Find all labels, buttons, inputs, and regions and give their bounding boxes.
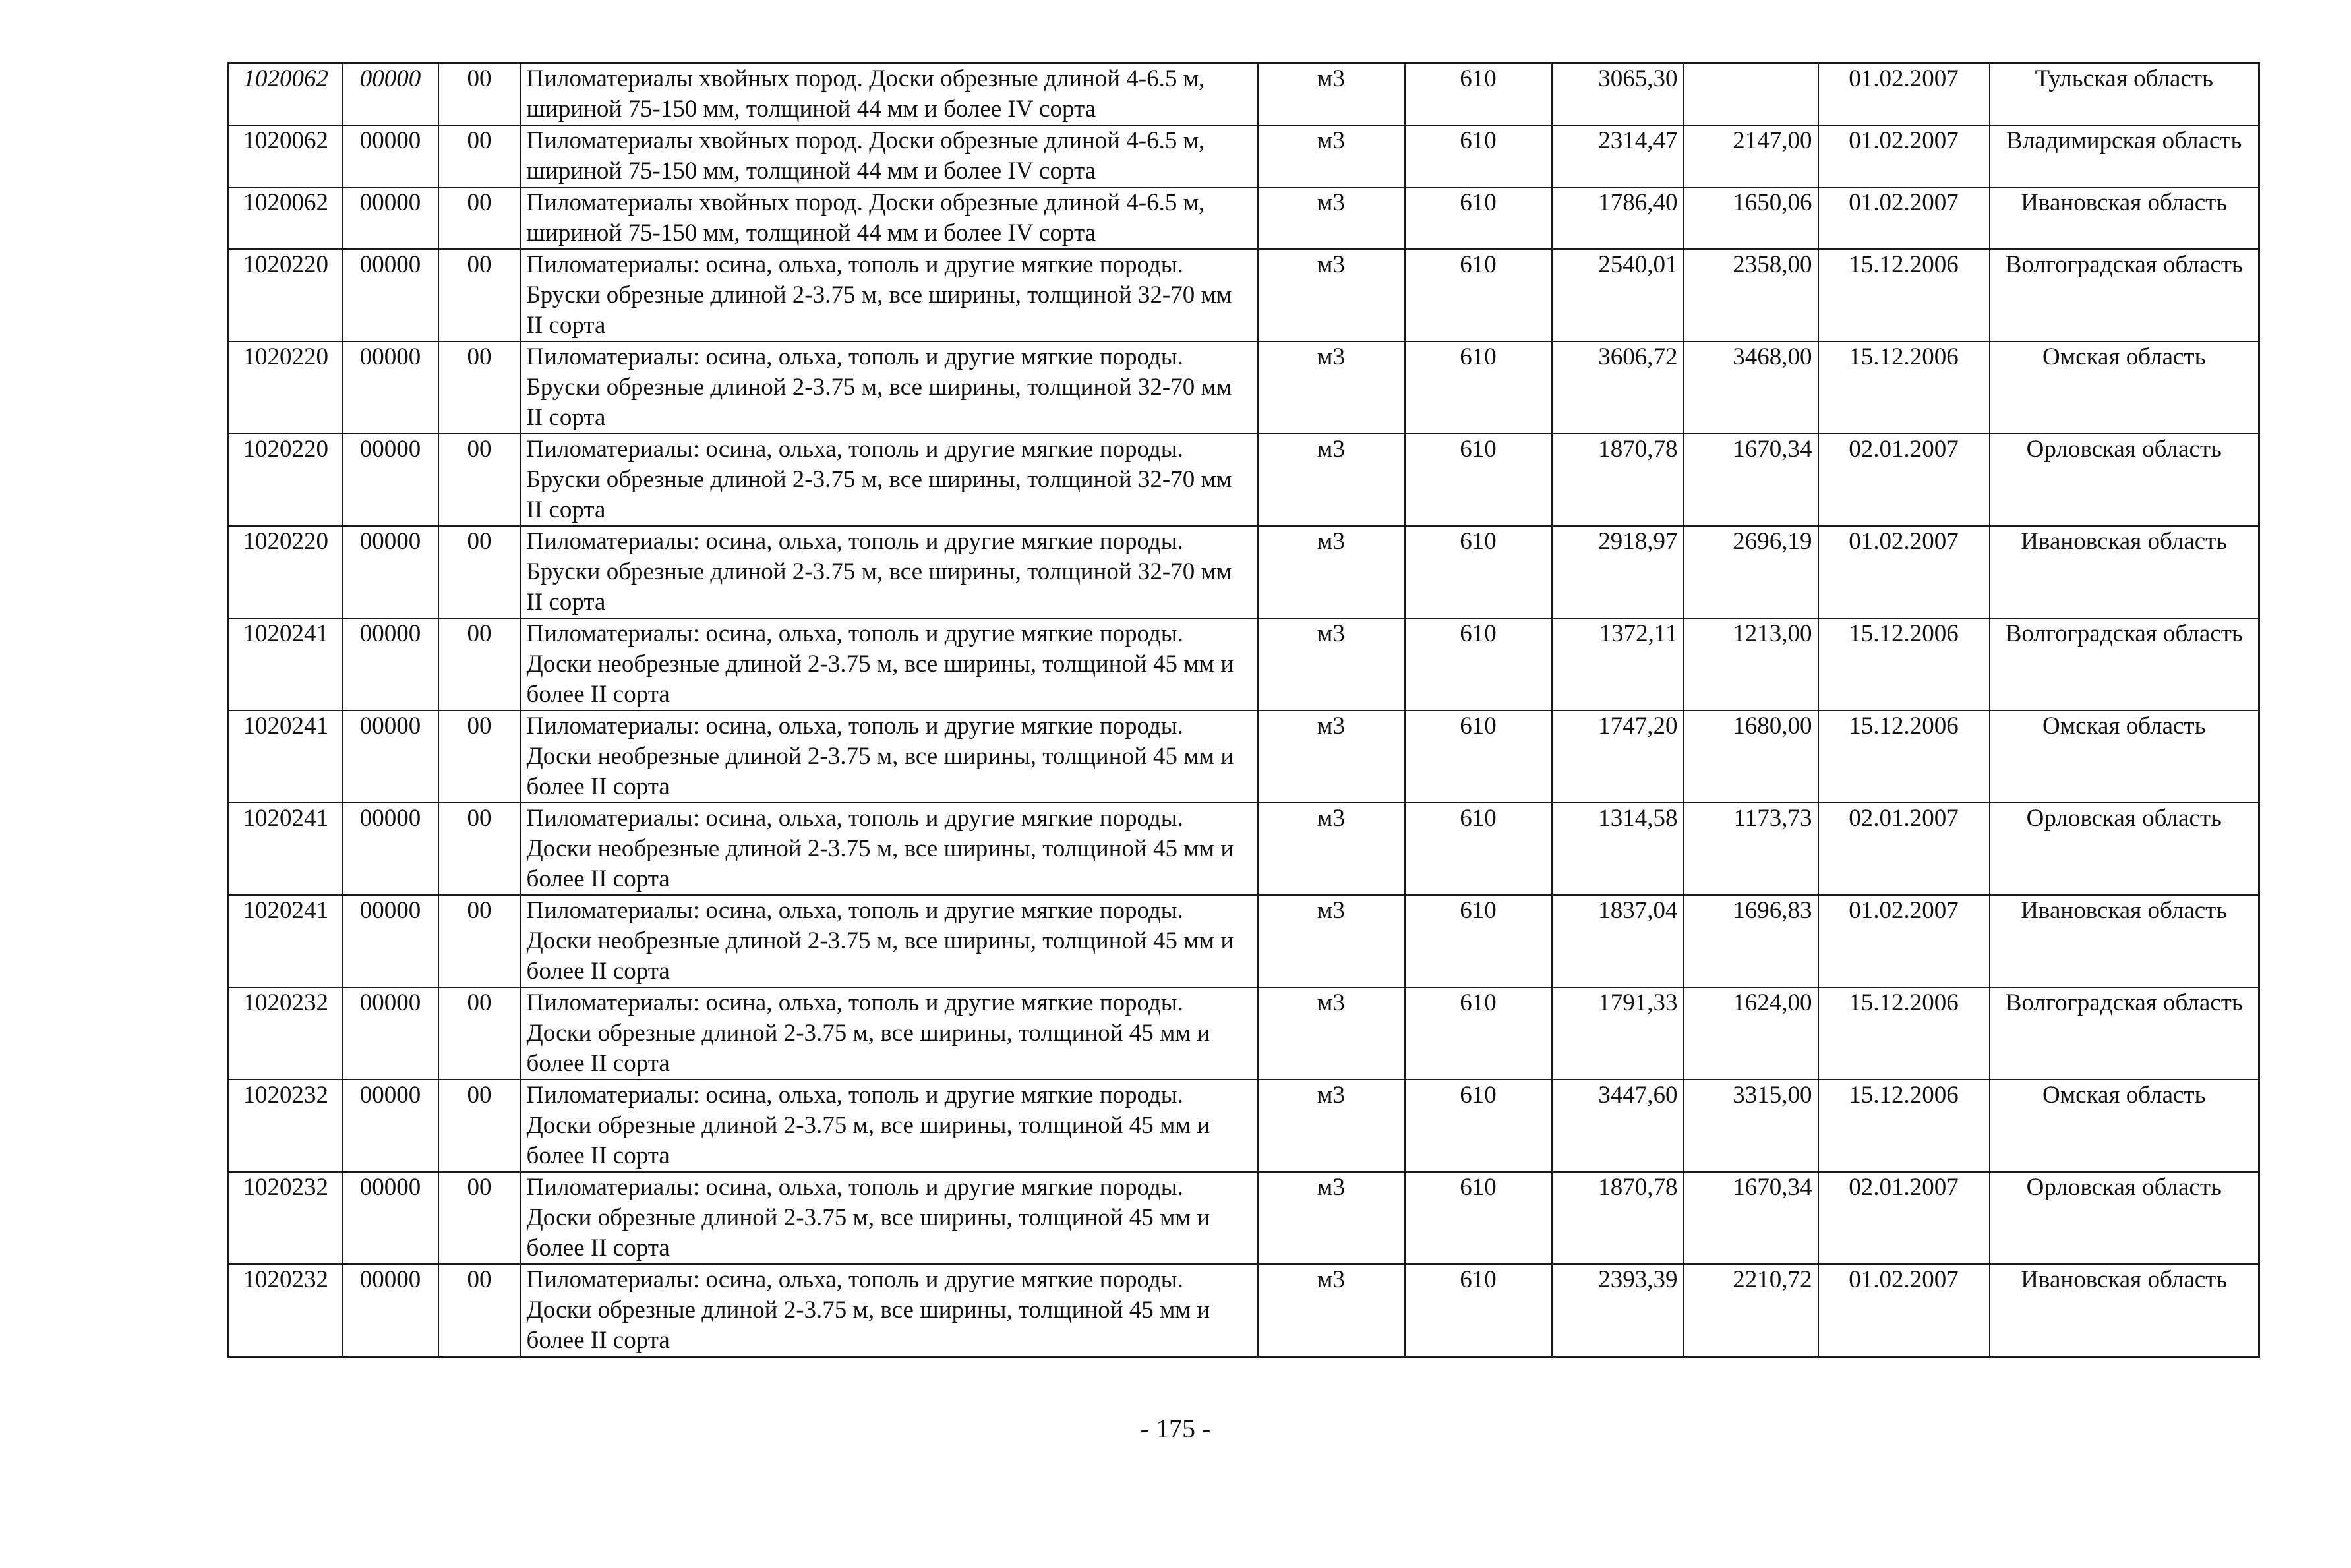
suffix-cell: 00 xyxy=(438,526,521,618)
suffix-cell: 00 xyxy=(438,987,521,1080)
suffix-cell: 00 xyxy=(438,125,521,187)
price-without-vat-cell: 1213,00 xyxy=(1684,618,1818,711)
okei-cell: 610 xyxy=(1405,434,1552,526)
price-without-vat-cell: 3468,00 xyxy=(1684,341,1818,434)
description-cell: Пиломатериалы хвойных пород. Доски обрезные длиной 4-6.5 м, шириной 75-150 мм, толщиной 44 мм и более IV сорта xyxy=(521,63,1258,126)
description-cell: Пиломатериалы хвойных пород. Доски обрезные длиной 4-6.5 м, шириной 75-150 мм, толщиной 44 мм и более IV сорта xyxy=(521,125,1258,187)
region-cell: Орловская область xyxy=(1990,1172,2259,1264)
suffix-cell: 00 xyxy=(438,711,521,803)
description-cell: Пиломатериалы: осина, ольха, тополь и другие мягкие породы. Бруски обрезные длиной 2-3.75 м, все ширины, толщиной 32-70 мм II сорта xyxy=(521,526,1258,618)
okei-cell: 610 xyxy=(1405,618,1552,711)
price-cell: 2918,97 xyxy=(1552,526,1684,618)
price-without-vat-cell: 1696,83 xyxy=(1684,895,1818,987)
description-cell: Пиломатериалы: осина, ольха, тополь и другие мягкие породы. Доски обрезные длиной 2-3.75 м, все ширины, толщиной 45 мм и более II сорта xyxy=(521,987,1258,1080)
okei-cell: 610 xyxy=(1405,125,1552,187)
table-row xyxy=(229,895,2259,987)
subcode-cell: 00000 xyxy=(343,526,438,618)
unit-cell: м3 xyxy=(1258,1264,1405,1357)
date-cell: 15.12.2006 xyxy=(1818,618,1990,711)
subcode-cell: 00000 xyxy=(343,125,438,187)
subcode-cell: 00000 xyxy=(343,1172,438,1264)
table-row xyxy=(229,434,2259,526)
table-row xyxy=(229,341,2259,434)
price-cell: 3447,60 xyxy=(1552,1080,1684,1172)
date-cell: 01.02.2007 xyxy=(1818,1264,1990,1357)
price-cell: 1372,11 xyxy=(1552,618,1684,711)
price-without-vat-cell xyxy=(1684,63,1818,126)
suffix-cell: 00 xyxy=(438,63,521,126)
okei-cell: 610 xyxy=(1405,1264,1552,1357)
table-row xyxy=(229,803,2259,895)
price-cell: 3606,72 xyxy=(1552,341,1684,434)
subcode-cell: 00000 xyxy=(343,249,438,341)
suffix-cell: 00 xyxy=(438,1264,521,1357)
price-without-vat-cell: 1680,00 xyxy=(1684,711,1818,803)
price-cell: 3065,30 xyxy=(1552,63,1684,126)
okei-cell: 610 xyxy=(1405,187,1552,249)
price-without-vat-cell: 2147,00 xyxy=(1684,125,1818,187)
region-cell: Орловская область xyxy=(1990,803,2259,895)
price-without-vat-cell: 3315,00 xyxy=(1684,1080,1818,1172)
price-without-vat-cell: 1624,00 xyxy=(1684,987,1818,1080)
unit-cell: м3 xyxy=(1258,341,1405,434)
suffix-cell: 00 xyxy=(438,249,521,341)
table-row xyxy=(229,1080,2259,1172)
date-cell: 02.01.2007 xyxy=(1818,803,1990,895)
table-row xyxy=(229,125,2259,187)
unit-cell: м3 xyxy=(1258,187,1405,249)
subcode-cell: 00000 xyxy=(343,1264,438,1357)
price-cell: 1786,40 xyxy=(1552,187,1684,249)
code-cell: 1020220 xyxy=(229,526,343,618)
okei-cell: 610 xyxy=(1405,711,1552,803)
price-table xyxy=(227,62,2260,1358)
table-row xyxy=(229,618,2259,711)
price-without-vat-cell: 2210,72 xyxy=(1684,1264,1818,1357)
unit-cell: м3 xyxy=(1258,1080,1405,1172)
suffix-cell: 00 xyxy=(438,1172,521,1264)
description-cell: Пиломатериалы: осина, ольха, тополь и другие мягкие породы. Бруски обрезные длиной 2-3.75 м, все ширины, толщиной 32-70 мм II сорта xyxy=(521,434,1258,526)
price-without-vat-cell: 1650,06 xyxy=(1684,187,1818,249)
code-cell: 1020220 xyxy=(229,434,343,526)
description-cell: Пиломатериалы: осина, ольха, тополь и другие мягкие породы. Доски необрезные длиной 2-3.75 м, все ширины, толщиной 45 мм и более II сорта xyxy=(521,803,1258,895)
code-cell: 1020241 xyxy=(229,618,343,711)
description-cell: Пиломатериалы: осина, ольха, тополь и другие мягкие породы. Доски необрезные длиной 2-3.75 м, все ширины, толщиной 45 мм и более II сорта xyxy=(521,895,1258,987)
description-cell: Пиломатериалы: осина, ольха, тополь и другие мягкие породы. Бруски обрезные длиной 2-3.75 м, все ширины, толщиной 32-70 мм II сорта xyxy=(521,341,1258,434)
price-cell: 1870,78 xyxy=(1552,1172,1684,1264)
price-without-vat-cell: 2696,19 xyxy=(1684,526,1818,618)
subcode-cell: 00000 xyxy=(343,1080,438,1172)
date-cell: 01.02.2007 xyxy=(1818,125,1990,187)
price-without-vat-cell: 2358,00 xyxy=(1684,249,1818,341)
region-cell: Волгоградская область xyxy=(1990,618,2259,711)
okei-cell: 610 xyxy=(1405,803,1552,895)
suffix-cell: 00 xyxy=(438,341,521,434)
description-cell: Пиломатериалы: осина, ольха, тополь и другие мягкие породы. Доски обрезные длиной 2-3.75 м, все ширины, толщиной 45 мм и более II сорта xyxy=(521,1172,1258,1264)
date-cell: 01.02.2007 xyxy=(1818,187,1990,249)
region-cell: Волгоградская область xyxy=(1990,987,2259,1080)
okei-cell: 610 xyxy=(1405,987,1552,1080)
table-row xyxy=(229,249,2259,341)
unit-cell: м3 xyxy=(1258,1172,1405,1264)
code-cell: 1020232 xyxy=(229,987,343,1080)
subcode-cell: 00000 xyxy=(343,803,438,895)
table-row xyxy=(229,63,2259,126)
unit-cell: м3 xyxy=(1258,987,1405,1080)
okei-cell: 610 xyxy=(1405,249,1552,341)
unit-cell: м3 xyxy=(1258,63,1405,126)
table-row xyxy=(229,526,2259,618)
unit-cell: м3 xyxy=(1258,125,1405,187)
code-cell: 1020062 xyxy=(229,187,343,249)
page-number: - 175 - xyxy=(1140,1414,1211,1443)
description-cell: Пиломатериалы: осина, ольха, тополь и другие мягкие породы. Доски обрезные длиной 2-3.75 м, все ширины, толщиной 45 мм и более II сорта xyxy=(521,1080,1258,1172)
table-row xyxy=(229,187,2259,249)
subcode-cell: 00000 xyxy=(343,434,438,526)
okei-cell: 610 xyxy=(1405,341,1552,434)
date-cell: 02.01.2007 xyxy=(1818,1172,1990,1264)
price-without-vat-cell: 1670,34 xyxy=(1684,434,1818,526)
unit-cell: м3 xyxy=(1258,711,1405,803)
suffix-cell: 00 xyxy=(438,895,521,987)
table-row xyxy=(229,1264,2259,1357)
date-cell: 15.12.2006 xyxy=(1818,249,1990,341)
price-cell: 2540,01 xyxy=(1552,249,1684,341)
unit-cell: м3 xyxy=(1258,434,1405,526)
date-cell: 02.01.2007 xyxy=(1818,434,1990,526)
price-cell: 1870,78 xyxy=(1552,434,1684,526)
region-cell: Владимирская область xyxy=(1990,125,2259,187)
code-cell: 1020232 xyxy=(229,1080,343,1172)
region-cell: Ивановская область xyxy=(1990,526,2259,618)
okei-cell: 610 xyxy=(1405,1172,1552,1264)
subcode-cell: 00000 xyxy=(343,341,438,434)
suffix-cell: 00 xyxy=(438,803,521,895)
table-row xyxy=(229,987,2259,1080)
price-cell: 1747,20 xyxy=(1552,711,1684,803)
code-cell: 1020062 xyxy=(229,63,343,126)
unit-cell: м3 xyxy=(1258,895,1405,987)
region-cell: Ивановская область xyxy=(1990,1264,2259,1357)
code-cell: 1020220 xyxy=(229,249,343,341)
suffix-cell: 00 xyxy=(438,434,521,526)
subcode-cell: 00000 xyxy=(343,711,438,803)
code-cell: 1020241 xyxy=(229,711,343,803)
code-cell: 1020232 xyxy=(229,1172,343,1264)
date-cell: 15.12.2006 xyxy=(1818,1080,1990,1172)
price-without-vat-cell: 1173,73 xyxy=(1684,803,1818,895)
subcode-cell: 00000 xyxy=(343,618,438,711)
table-row xyxy=(229,711,2259,803)
date-cell: 01.02.2007 xyxy=(1818,895,1990,987)
region-cell: Орловская область xyxy=(1990,434,2259,526)
code-cell: 1020241 xyxy=(229,895,343,987)
description-cell: Пиломатериалы: осина, ольха, тополь и другие мягкие породы. Доски обрезные длиной 2-3.75 м, все ширины, толщиной 45 мм и более II сорта xyxy=(521,1264,1258,1357)
region-cell: Волгоградская область xyxy=(1990,249,2259,341)
date-cell: 15.12.2006 xyxy=(1818,711,1990,803)
description-cell: Пиломатериалы хвойных пород. Доски обрезные длиной 4-6.5 м, шириной 75-150 мм, толщиной 44 мм и более IV сорта xyxy=(521,187,1258,249)
description-cell: Пиломатериалы: осина, ольха, тополь и другие мягкие породы. Бруски обрезные длиной 2-3.75 м, все ширины, толщиной 32-70 мм II сорта xyxy=(521,249,1258,341)
subcode-cell: 00000 xyxy=(343,987,438,1080)
okei-cell: 610 xyxy=(1405,526,1552,618)
okei-cell: 610 xyxy=(1405,63,1552,126)
date-cell: 15.12.2006 xyxy=(1818,987,1990,1080)
description-cell: Пиломатериалы: осина, ольха, тополь и другие мягкие породы. Доски необрезные длиной 2-3.75 м, все ширины, толщиной 45 мм и более II сорта xyxy=(521,711,1258,803)
date-cell: 01.02.2007 xyxy=(1818,526,1990,618)
unit-cell: м3 xyxy=(1258,618,1405,711)
code-cell: 1020241 xyxy=(229,803,343,895)
table-row xyxy=(229,1172,2259,1264)
region-cell: Ивановская область xyxy=(1990,895,2259,987)
table-body xyxy=(229,63,2259,1357)
suffix-cell: 00 xyxy=(438,187,521,249)
date-cell: 01.02.2007 xyxy=(1818,63,1990,126)
region-cell: Омская область xyxy=(1990,1080,2259,1172)
price-cell: 1314,58 xyxy=(1552,803,1684,895)
description-cell: Пиломатериалы: осина, ольха, тополь и другие мягкие породы. Доски необрезные длиной 2-3.75 м, все ширины, толщиной 45 мм и более II сорта xyxy=(521,618,1258,711)
price-cell: 1837,04 xyxy=(1552,895,1684,987)
subcode-cell: 00000 xyxy=(343,63,438,126)
region-cell: Омская область xyxy=(1990,341,2259,434)
unit-cell: м3 xyxy=(1258,526,1405,618)
region-cell: Ивановская область xyxy=(1990,187,2259,249)
subcode-cell: 00000 xyxy=(343,187,438,249)
unit-cell: м3 xyxy=(1258,803,1405,895)
price-cell: 1791,33 xyxy=(1552,987,1684,1080)
suffix-cell: 00 xyxy=(438,1080,521,1172)
date-cell: 15.12.2006 xyxy=(1818,341,1990,434)
code-cell: 1020062 xyxy=(229,125,343,187)
price-cell: 2314,47 xyxy=(1552,125,1684,187)
okei-cell: 610 xyxy=(1405,895,1552,987)
subcode-cell: 00000 xyxy=(343,895,438,987)
suffix-cell: 00 xyxy=(438,618,521,711)
okei-cell: 610 xyxy=(1405,1080,1552,1172)
price-cell: 2393,39 xyxy=(1552,1264,1684,1357)
price-without-vat-cell: 1670,34 xyxy=(1684,1172,1818,1264)
code-cell: 1020232 xyxy=(229,1264,343,1357)
code-cell: 1020220 xyxy=(229,341,343,434)
unit-cell: м3 xyxy=(1258,249,1405,341)
region-cell: Омская область xyxy=(1990,711,2259,803)
region-cell: Тульская область xyxy=(1990,63,2259,126)
